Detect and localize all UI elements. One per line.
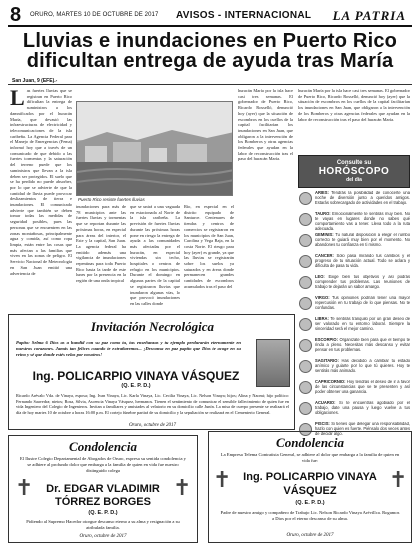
horoscope-banner-line-3: del día	[346, 177, 362, 183]
virgo-icon	[299, 297, 312, 310]
article-column-5: huracán María por la isla hace casi tres semanas. El gobernador de Puerto Rico, Ricardo Rosselló, denunció hoy (ayer) que la situación de escombros en los cuellos de la capital facilitarían los inundaciones en San Juan, que obligaron a la intervención de los Bomberos y otras agencias federales que ayudan en la labor de reconstrucción tras el paso del huracán María.	[238, 88, 293, 162]
qepd-label: (Q. E. P. D.)	[88, 510, 118, 516]
photo-caption: Puerto Rico resiste fuertes lluvias	[78, 197, 145, 202]
article-photo	[76, 101, 233, 196]
condolence-closing: Padre de nuestro amigo y compañero de Trabajo Lic. Nelson Ricardo Vinaya Arévillca. Rogamos a Dios por el eterno descanso de su alma.	[220, 510, 400, 521]
newspaper-page	[8, 5, 412, 541]
horoscope-sign: GÉMINIS: Tu natural disposición a elegir el rumbo correcto te guiará muy bien por el momento. No abandones tu confianza en ti mismo.	[298, 233, 410, 255]
flood-photo-illustration	[77, 102, 233, 196]
article-column-6: huracán María por la isla hace casi tres semanas. El gobernador de Puerto Rico, Ricardo Rosselló, denunció hoy (ayer) que la situación de escombros en los cuellos de la capital facilitarían los inundaciones en San Juan, que obligaron a la intervención de los Bomberos y otras agencias federales que ayudan en la labor de reconstrucción tras el paso del huracán María.	[298, 88, 410, 122]
scorpio-icon	[299, 339, 312, 352]
article-dateline: San Juan, 9 (EFE).-	[12, 78, 58, 84]
cross-icon: ✝	[389, 468, 408, 493]
cancer-icon	[299, 255, 312, 268]
divider	[8, 84, 412, 85]
condolence-closing: Pidiendo al Supremo Hacedor otorgue descanso eterno a su alma y resignación a su atribulada familia.	[26, 519, 180, 530]
invitation-title: Invitación Necrológica	[90, 319, 215, 334]
headline-line-1: Lluvias e inundaciones en Puerto Rico	[22, 30, 398, 52]
invitation-body: Ricardo Arévalo Vda. de Vinaya, esposa; Ing. Ivan Vinaya, Lic. Karla Vinaya, Lic. Cecilia Vinaya, Lic. Nelson Vinaya; hijos; Alina y Naomi; hijo político: Fernando Saavedra; nietos; Rosa, Silvia, Ascencia Vinaya Vásquez, hermanos. Tienen el sentimiento de comunicar el sensible fallecimiento de quien fue en vida Ingeniero del Colegio de Ingenieros. Invitan a familiares y amistades al velatorio en su domicilio calle Junín. La misa de cuerpo presente se realizará el día de hoy martes 10 de octubre a horas 16:00 p.m. El cortejo fúnebre partirá de su domicilio y la sepultación se realizará en el Cementerio General.	[16, 393, 289, 415]
horoscope-sign: ESCORPIO: Organízate bien para que el tiempo te rinda a pleno. Necesitas más descanso y evitar pensar en tus problemas.	[298, 338, 410, 360]
condolence-box-2	[208, 431, 412, 543]
cross-icon: ✝	[15, 476, 34, 501]
condolence-title: Condolencia	[276, 435, 344, 450]
newspaper-brand: LA PATRIA	[332, 8, 406, 23]
article-column-3: que se unirá a una vaguada en estacionada al Norte de la isla caribeña. La previsión de fuertes lluvias durante las próximas horas pone en riesgo la entrega de ayuda a las comunidades más afectadas por el huracán, en especial viviendas sin techo, hospitales o centros de refugio en los municipios. Durante el domingo en algunas partes de la capital se registraron lluvias que inundaron algunas vías, lo que provocó inundaciones en las calles donde	[130, 204, 180, 306]
gemini-icon	[299, 234, 312, 247]
page-header	[8, 5, 412, 27]
cross-icon: ✝	[213, 468, 232, 493]
horoscope-banner-line-1: Consulte su	[336, 160, 372, 166]
horoscope-banner	[298, 155, 410, 188]
deceased-portrait	[256, 339, 290, 387]
qepd-label: (Q. E. P. D.)	[121, 383, 151, 389]
article-column-2: inundaciones para más de 78 municipios ante las fuertes lluvias y tormentas que se reportan durante las próximas horas, en especial para áreas del interior, el Este y la capital, San Juan. La agencia federal ha emitido además una vigilancia de inundaciones repentinas para toda Puerto Rico hasta la tarde de este lunes por la presencia en la región de una onda tropical	[76, 204, 126, 284]
deceased-name: Ing. POLICARPIO VINAYA VÁSQUEZ	[32, 369, 240, 383]
invitation-footer: Oruro, octubre de 2017	[128, 423, 177, 428]
horoscope-sign: VIRGO: Tus opiniones podrían tener una mayor repercusión en tu trabajo de lo que piensas. No te confundas.	[298, 296, 410, 318]
horoscope-list	[298, 191, 410, 443]
capricorn-icon	[299, 381, 312, 394]
horoscope-sign: ARIES: Tendrás la posibilidad de conocerte una noche de diversión junto a queridos amigos. Estarás sobrecargado de actividades en el trabajo.	[298, 191, 410, 213]
invitation-intro: Papito: Selma 6 Dios as a hundid con su paz como tu, tus enseñanzas y tu ejemplo perdurarán eternamente en nuestros corazones. Jamás tan felices cuando te extrañaremos... ¡Descansa en paz papito que Dios te acoge en su reino y sé que donde estés velas por nosotros!	[16, 340, 241, 357]
headline-line-2: dificultan entrega de ayuda tras María	[26, 50, 394, 72]
horoscope-banner-title: HORÓSCOPO	[318, 166, 390, 177]
drop-cap: L	[10, 88, 25, 110]
horoscope-sign: TAURO: Emocionalmente te sentirás muy bien. No te vayas en lugares donde no sabes qué comportamiento vas a tener. Lleva todo a la ruta adecuada.	[298, 212, 410, 234]
aries-icon	[299, 192, 312, 205]
article-column-4: Río, en especial en el distrito equipado de Santurce. Centenares de tiendas y centros de comercios se registraron en los municipios de San Juan, Carolina y Vega Baja, en la costa Norte. El riesgo para hoy (ayer) es grande, ya que las lluvias se registrarán sobre los suelos ya saturados y en áreas donde permanecen grandes cantidades de escombros acumulados tras el paso del	[184, 204, 234, 289]
article-headline	[8, 31, 412, 71]
obituary-invitation	[8, 314, 295, 430]
article-text-1: as fuertes lluvias que se registran en Puerto Rico dificultan la entrega de suministros a los damnificados por el huracán María, que devastó las infraestructuras de electricidad y telecomunicaciones de la isla caribeña. La Agencia Federal para el Manejo de Emergencias (Fema) informó hoy que a través de un comunicado de que debido a las fuertes tormentas y la saturación del terreno puede que los suministros que llevan a la isla deben ser protegidos. El suelo que se ha perdido no puede absorber, por lo que se advierte de que la cantidad de lluvia puede provocar deslizamientos de tierra e inundaciones. El comunicado advierte que también se deben tomar todas las medidas de seguridad posibles, pues las personas que se encuentren en las zonas montañosas, principalmente agua y comida, así como ropa limpia, están entre las cosas que más afectan a las familias que viven en las zonas de peligro. El Servicio Nacional de Meteorología en San Juan emitió una advertencia de	[10, 88, 72, 276]
condolence-footer: Oruro, octubre de 2017	[79, 534, 127, 539]
horoscope-sign: CAPRICORNIO: Hoy tendrás el deseo de ir a favor de las circunstancias que se te presenten y así poder obtener una ganancia.	[298, 380, 410, 402]
horoscope-sign: LEO: Exige bien tus objetivos y así podrás comprender tus problemas. Las reuniones de trabajo te dejarán un sabor amargo.	[298, 275, 410, 297]
libra-icon	[299, 318, 312, 331]
qepd-label: (Q. E. P. D.)	[295, 500, 325, 506]
page-number: 8	[10, 4, 22, 26]
leo-icon	[299, 276, 312, 289]
horoscope-sign: SAGITARIO: Has decidido a cambiar tu estado anímico y guiarte por lo que tú quieres. Hoy te sentirás más animado.	[298, 359, 410, 381]
article-column-1	[10, 88, 72, 310]
condolence-box-1	[8, 435, 198, 543]
condolence-intro: La Empresa Telema Contratista General, se adhiere al dolor que embarga a la familia de quien en vida fue:	[220, 452, 400, 463]
section-title: AVISOS - INTERNACIONAL	[176, 10, 312, 21]
horoscope-sign: ACUARIO: Si te encuentras agobiado por el trabajo, date una pausa y luego vuelve a tus obligaciones.	[298, 401, 410, 423]
horoscope-sign: CÁNCER: Sólo pasa mirando tus cambios y el progreso de tu situación actual. Todo se aclara y dificulta de pasa tu vida.	[298, 254, 410, 276]
sagittarius-icon	[299, 360, 312, 373]
condolence-name-line-2: VÁSQUEZ	[283, 485, 337, 497]
horoscope-sign: LIBRA: Te sentirás tranquilo por un gran deseo de ser valorado en tu entorno laboral. Siempre la sinceridad será el mejor camino.	[298, 317, 410, 339]
condolence-name-line-2: TÓRREZ BORGES	[55, 496, 151, 508]
taurus-icon	[299, 213, 312, 226]
condolence-title: Condolencia	[69, 439, 137, 454]
condolence-intro: El Ilustre Colegio Departamental de Abogados de Oruro, expresa su sentida condolencia y se adhiere al profundo dolor que embarga a la familia de quien en vida fue nuestro distinguido colega	[20, 456, 186, 473]
condolence-name-line-1: Dr. EDGAR VLADIMIR	[46, 483, 160, 495]
cross-icon: ✝	[173, 476, 192, 501]
header-date: ORURO, MARTES 10 DE OCTUBRE DE 2017	[30, 12, 159, 18]
horoscope-sign: PISCIS: Si tienes que delegar una responsabilidad, hazlo con quien es fuerte. Piénsalo dos veces antes de decidir algo.	[298, 422, 410, 443]
condolence-footer: Oruro, octubre de 2017	[286, 533, 334, 538]
aquarius-icon	[299, 402, 312, 415]
condolence-name-line-1: Ing. POLICARPIO VINAYA	[243, 471, 377, 483]
